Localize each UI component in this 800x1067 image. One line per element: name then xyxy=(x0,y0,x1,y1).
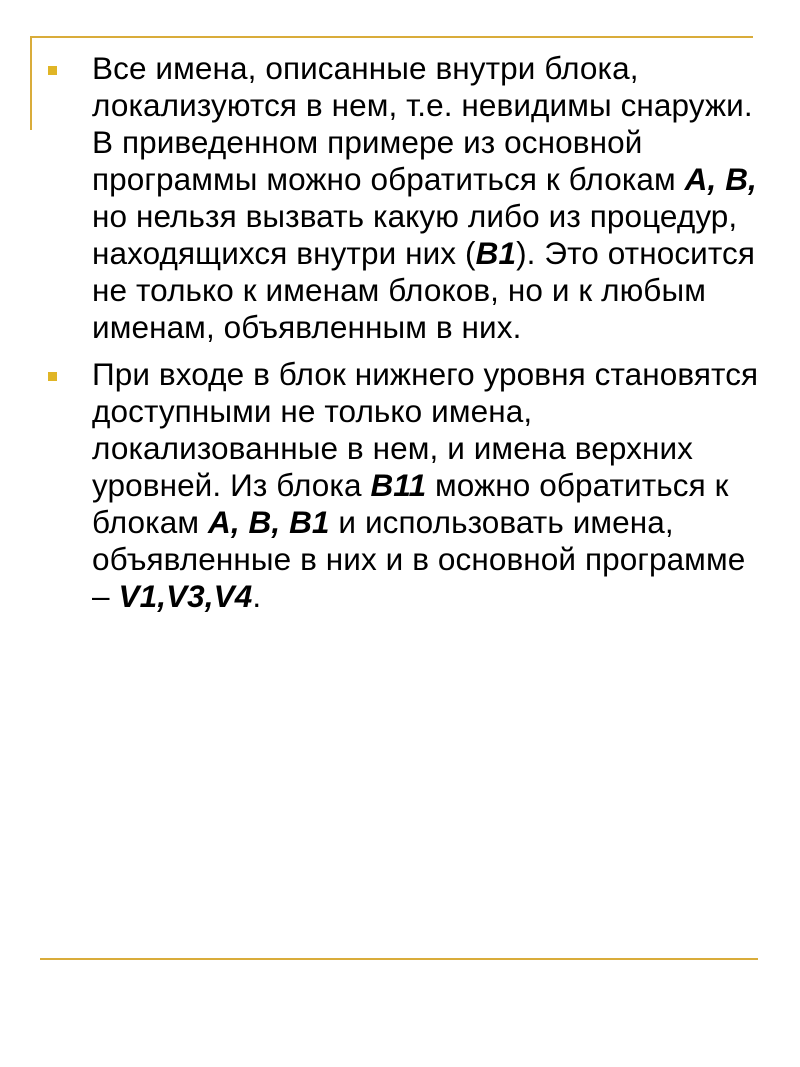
text-segment-bold: B11 xyxy=(370,467,427,503)
text-segment-bold: B1 xyxy=(475,235,517,271)
text-segment: но нельзя вызвать какую либо из процедур, находящихся внутри них ( xyxy=(92,198,738,271)
text-segment: и использовать имена, объявленные в них и в основной программе – xyxy=(92,504,746,614)
bottom-divider xyxy=(40,958,758,960)
text-segment-bold: A, B, xyxy=(684,161,757,197)
bullet-text xyxy=(92,356,762,615)
bullet-text xyxy=(92,50,762,346)
text-segment: . xyxy=(252,578,262,614)
text-segment: Все имена, описанные внутри блока, локализуются в нем, т.е. невидимы снаружи. В приведенном примере из основной программы можно обратиться к блокам xyxy=(92,50,753,197)
text-segment: При входе в блок нижнего уровня становятся доступными не только имена, локализованные в нем, и имена верхних уровней. Из блока xyxy=(92,356,759,503)
bullet-item xyxy=(0,356,762,615)
top-divider xyxy=(30,36,753,38)
slide-content xyxy=(0,50,800,625)
text-segment-bold: A, B, B1 xyxy=(207,504,330,540)
bullet-item xyxy=(0,50,762,346)
square-bullet-icon xyxy=(48,372,57,381)
square-bullet-icon xyxy=(48,66,57,75)
text-segment: ). Это относится не только к именам блоков, но и к любым именам, объявленным в них. xyxy=(92,235,756,345)
text-segment: можно обратиться к блокам xyxy=(92,467,729,540)
text-segment-bold: V1,V3,V4 xyxy=(118,578,253,614)
